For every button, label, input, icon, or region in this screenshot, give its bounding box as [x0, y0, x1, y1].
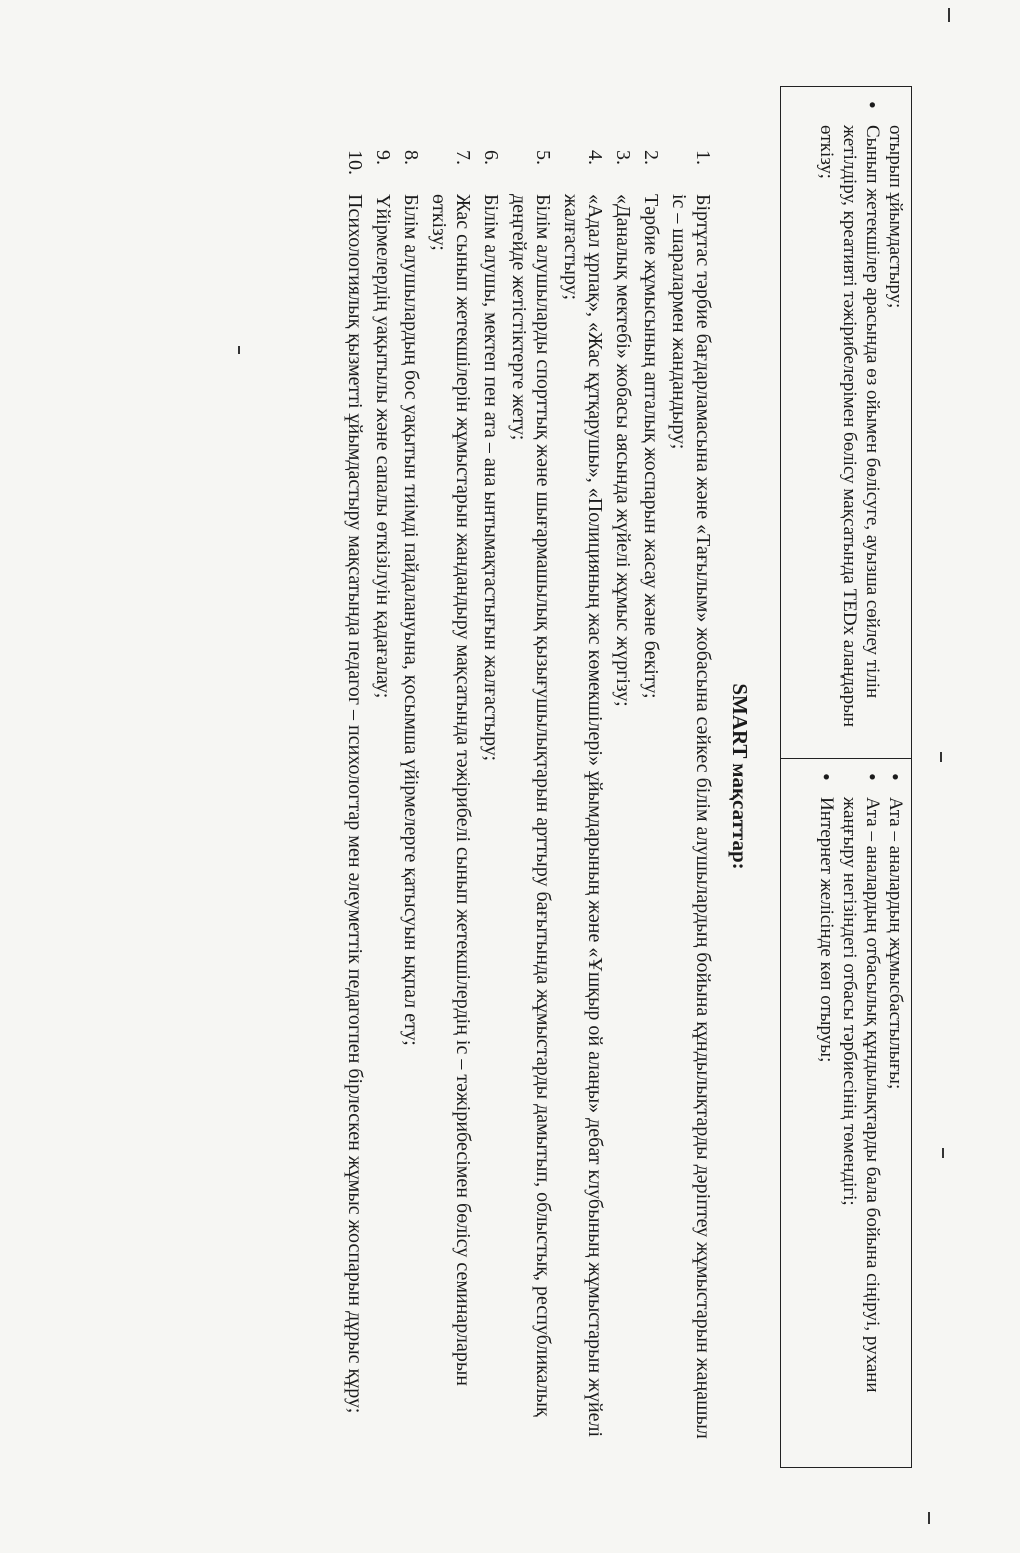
scan-speck: [940, 752, 942, 762]
item-text: Тәрбие жұмысының апталық жоспарын жасау және бекіту;: [640, 194, 662, 699]
bullet-item: • Ата – аналардың отбасылық құндылықтарды бала бойына сіңіруі, рухани жаңғыру негізіндегі отбасы тәрбиесінің төмендігі;: [838, 767, 884, 1459]
list-item: [371, 150, 395, 1440]
item-text: Біртұтас тәрбие бағдарламасына және «Тағылым» жобасына сәйкес білім алушылардың бойына құндылықтарды дәріптеу жұмыстарын жаңашыл іс – шаралармен жандандыру;: [668, 194, 714, 1439]
list-item: [479, 150, 503, 1440]
smart-goals-list: [339, 150, 715, 1440]
item-text: Психологиялық қызметті ұйымдастыру мақсатында педагог – психологтар мен әлеуметтік педагогпен бірлескен жұмыс жоспарын дұрыс құру;: [344, 194, 366, 1414]
item-text: «Даналық мектебі» жобасы аясында жүйелі жұмыс жүргізу;: [612, 194, 634, 707]
scan-speck: [948, 8, 950, 22]
table-cell-right: [781, 759, 911, 1467]
list-item: [399, 150, 423, 1440]
list-item: [639, 150, 663, 1440]
bullet-item: • Интернет желісінде көп отыруы;: [815, 767, 838, 1459]
item-number: 4.: [584, 150, 606, 165]
item-number: 3.: [612, 150, 634, 165]
item-number: 2.: [640, 150, 662, 165]
item-number: 7.: [452, 150, 474, 165]
item-text: «Адал ұрпақ», «Жас құтқарушы», «Полицияның жас көмекшілері» ұйымдарының және «Ұшқыр ой алаңы» дебат клубының жұмыстарын жүйелі жалғастыру;: [560, 194, 606, 1438]
list-item: [611, 150, 635, 1440]
list-item: [343, 150, 367, 1440]
list-item: [559, 150, 607, 1440]
list-item: [507, 150, 555, 1440]
item-text: Білім алушыларды спорттық және шығармашылық қызығушылықтарын арттыру бағытында жұмыстарды дамытып, облыстық, республикалық деңгейде жетістіктерге жету;: [508, 194, 554, 1417]
item-number: 5.: [532, 150, 554, 165]
table-cell-left: [781, 87, 911, 759]
item-number: 10.: [344, 150, 366, 175]
item-text: Үйірмелердің уақытылы және сапалы өткізілуін қадағалау;: [372, 194, 394, 699]
table-cell-continuation: отырып ұйымдастыру;: [885, 125, 906, 309]
scan-speck: [238, 346, 240, 354]
scan-speck: [942, 1148, 944, 1158]
item-number: 8.: [400, 150, 422, 165]
list-item: [667, 150, 715, 1440]
item-text: Білім алушылардың бос уақытын тиімді пайдалануына, қосымша үйірмелерге қатысуын ықпал ету;: [400, 194, 422, 1046]
problems-table: [780, 86, 912, 1468]
right-bullet-list: [815, 767, 907, 1459]
list-item: [427, 150, 475, 1440]
item-number: 6.: [480, 150, 502, 165]
item-number: 9.: [372, 150, 394, 165]
bullet-item: • Сынып жетекшілер арасында өз ойымен бөлісуге, ауызша сөйлеу тілін жетілдіру, креативті тәжірибелерімен бөлісу мақсатында TEDx алаңдарын өткізу;: [815, 95, 884, 750]
item-text: Білім алушы, мектеп пен ата – ана ынтымақтастығын жалғастыру;: [480, 194, 502, 762]
item-number: 1.: [692, 150, 714, 165]
item-text: Жас сынып жетекшілерін жұмыстарын жандандыру мақсатында тәжірибелі сынып жетекшілердің іс – тәжірибесімен бөлісу семинарларын өткізу;: [428, 194, 474, 1387]
left-bullet-list: [815, 95, 884, 750]
bullet-item: • Ата – аналардың жұмысбастылығы;: [884, 767, 907, 1459]
scan-speck: [928, 1512, 930, 1524]
section-title: SMART мақсаттар:: [728, 683, 752, 870]
